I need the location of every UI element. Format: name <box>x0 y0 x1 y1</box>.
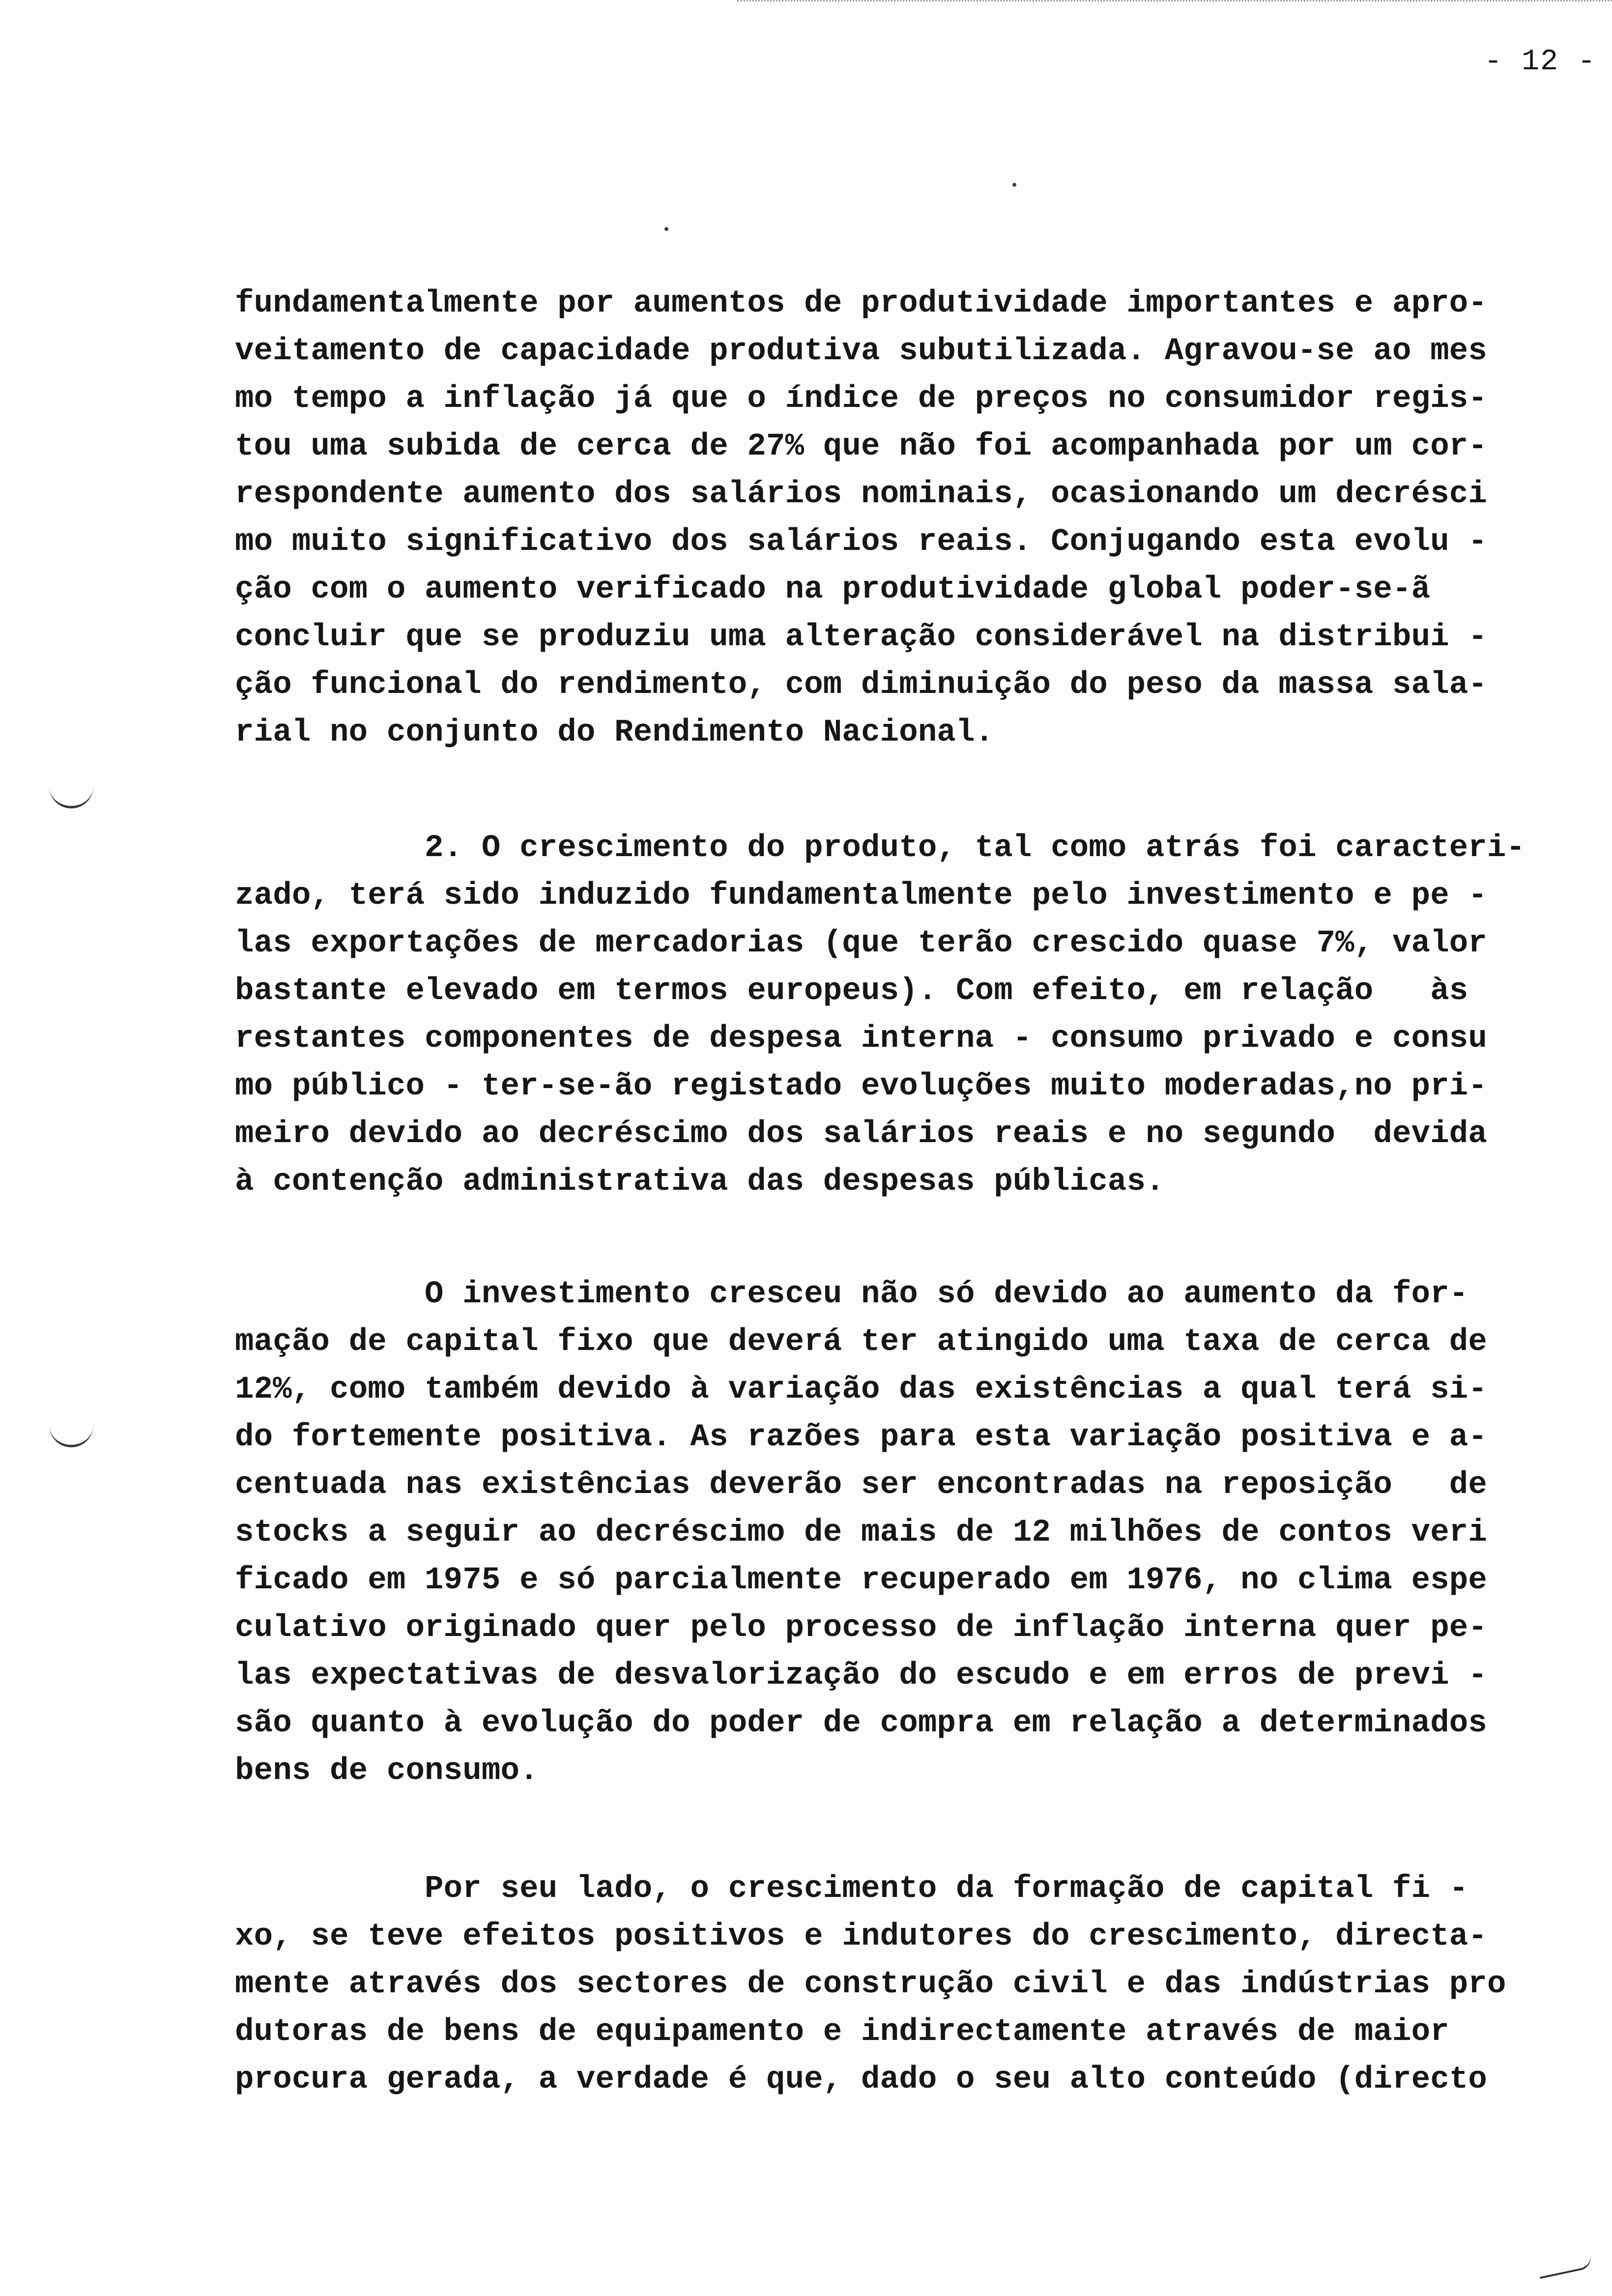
text-line: 2. O crescimento do produto, tal como atrás foi caracteri- <box>235 831 1526 866</box>
scan-speck <box>1012 183 1016 187</box>
text-line: las exportações de mercadorias (que terão crescido quase 7%, valor <box>235 926 1488 961</box>
text-line: O investimento cresceu não só devido ao aumento da for- <box>235 1277 1468 1312</box>
text-line: mo público - ter-se-ão registado evoluções muito moderadas,no pri- <box>235 1069 1488 1104</box>
text-line: las expectativas de desvalorização do escudo e em erros de previ - <box>235 1658 1488 1693</box>
paragraph-4 <box>235 1866 1562 2104</box>
text-line: ção funcional do rendimento, com diminuição do peso da massa sala- <box>235 667 1488 703</box>
paragraph-3 <box>235 1271 1562 1795</box>
text-line: ficado em 1975 e só parcialmente recuperado em 1976, no clima espe <box>235 1563 1488 1598</box>
margin-pencil-mark <box>49 1425 93 1447</box>
text-line: 12%, como também devido à variação das existências a qual terá si- <box>235 1372 1488 1407</box>
text-line: xo, se teve efeitos positivos e indutores do crescimento, directa- <box>235 1919 1488 1954</box>
text-line: ção com o aumento verificado na produtividade global poder-se-ã <box>235 572 1431 607</box>
text-line: à contenção administrativa das despesas públicas. <box>235 1164 1165 1200</box>
text-line: respondente aumento dos salários nominais, ocasionando um decrésci <box>235 477 1488 512</box>
text-line: bens de consumo. <box>235 1753 539 1789</box>
text-line: mo tempo a inflação já que o índice de preços no consumidor regis- <box>235 381 1488 417</box>
text-line: zado, terá sido induzido fundamentalmente pelo investimento e pe - <box>235 878 1488 914</box>
text-line: mação de capital fixo que deverá ter atingido uma taxa de cerca de <box>235 1324 1488 1360</box>
text-line: procura gerada, a verdade é que, dado o seu alto conteúdo (directo <box>235 2062 1488 2097</box>
text-line: tou uma subida de cerca de 27% que não foi acompanhada por um cor- <box>235 429 1488 464</box>
text-line: centuada nas existências deverão ser encontradas na reposição de <box>235 1467 1488 1503</box>
text-line: meiro devido ao decréscimo dos salários reais e no segundo devida <box>235 1117 1488 1152</box>
margin-pencil-mark <box>49 786 93 808</box>
paragraph-2 <box>235 825 1562 1206</box>
text-line: rial no conjunto do Rendimento Nacional. <box>235 715 994 750</box>
text-line: concluir que se produziu uma alteração considerável na distribui - <box>235 620 1488 655</box>
text-line: mente através dos sectores de construção civil e das indústrias pro <box>235 1967 1506 2002</box>
text-line: veitamento de capacidade produtiva subutilizada. Agravou-se ao mes <box>235 334 1488 369</box>
text-line: stocks a seguir ao decréscimo de mais de 12 milhões de contos veri <box>235 1515 1488 1550</box>
scan-speck <box>664 227 668 231</box>
text-line: dutoras de bens de equipamento e indirectamente através de maior <box>235 2014 1449 2050</box>
scan-top-edge <box>737 0 1612 3</box>
text-line: mo muito significativo dos salários reais. Conjugando esta evolu - <box>235 524 1488 560</box>
text-line: são quanto à evolução do poder de compra em relação a determinados <box>235 1706 1488 1741</box>
page-number: - 12 - <box>1484 45 1597 79</box>
text-line: Por seu lado, o crescimento da formação de capital fi - <box>235 1871 1468 1907</box>
corner-pen-mark <box>1537 2255 1593 2279</box>
text-line: restantes componentes de despesa interna - consumo privado e consu <box>235 1021 1488 1057</box>
paragraph-1 <box>235 280 1562 757</box>
text-line: fundamentalmente por aumentos de produtividade importantes e apro- <box>235 286 1488 321</box>
text-line: do fortemente positiva. As razões para esta variação positiva e a- <box>235 1420 1488 1455</box>
text-line: culativo originado quer pelo processo de inflação interna quer pe- <box>235 1610 1488 1646</box>
text-line: bastante elevado em termos europeus). Com efeito, em relação às <box>235 974 1468 1009</box>
